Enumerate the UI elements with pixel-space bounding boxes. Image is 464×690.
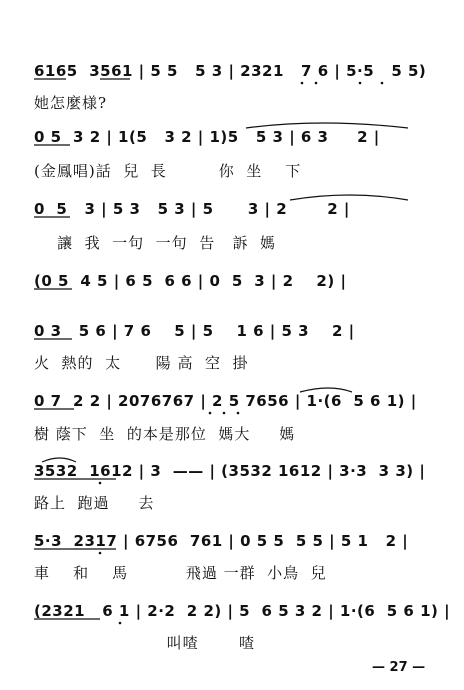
notation-line-8: 5·3 2317 | 6756 761 | 0 5 5 5 5 | 5 1 2 | (34, 532, 409, 550)
lyric-line-9: 叫喳 喳 (34, 634, 256, 652)
notation-line-3: 0 5 3 | 5 3 5 3 | 5 3 | 2 2 | (34, 200, 350, 218)
notation-line-1: 6165 3561 | 5 5 5 3 | 2321 7 6 | 5·5 5 5) (34, 62, 427, 80)
notation-line-2: 0 5 3 2 | 1(5 3 2 | 1)5 5 3 | 6 3 2 | (34, 128, 380, 146)
lyric-line-6: 樹 蔭下 坐 的本是那位 媽大 媽 (34, 425, 296, 443)
lyric-line-5: 火 熱的 太 陽 高 空 掛 (34, 354, 249, 372)
lyric-line-2: (金鳳唱)話 兒 長 你 坐 下 (34, 162, 302, 180)
lyric-line-3: 讓 我 一句 一句 告 訴 媽 (34, 234, 277, 252)
lyric-line-7: 路上 跑過 去 (34, 494, 155, 512)
notation-line-5: 0 3 5 6 | 7 6 5 | 5 1 6 | 5 3 2 | (34, 322, 355, 340)
page-number: — 27 — (372, 660, 426, 675)
notation-line-9: (2321 6 1 | 2·2 2 2) | 5 6 5 3 2 | 1·(6 5 6 1) | (34, 602, 451, 620)
notation-line-6: 0 7 2 2 | 2076767 | 2 5 7656 | 1·(6 5 6 1) | (34, 392, 417, 410)
lyric-line-8: 車 和 馬 飛過 一群 小鳥 兒 (34, 564, 327, 582)
lyric-line-1: 她怎麼様? (34, 94, 108, 112)
notation-line-4: (0 5 4 5 | 6 5 6 6 | 0 5 3 | 2 2) | (34, 272, 347, 290)
notation-line-7: 3532 1612 | 3 —— | (3532 1612 | 3·3 3 3) | (34, 462, 426, 480)
